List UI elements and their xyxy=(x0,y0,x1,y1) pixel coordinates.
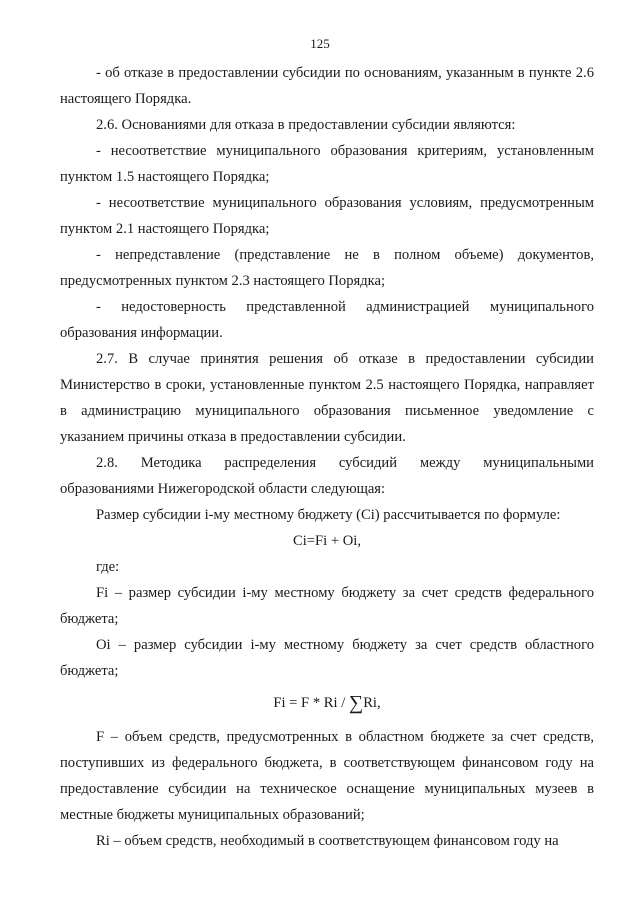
formula-fi-left: Fi = F * Ri / xyxy=(273,695,349,711)
paragraph-ri-definition: Ri – объем средств, необходимый в соответствующем финансовом году на xyxy=(96,833,559,849)
paragraph-2-6-heading: 2.6. Основаниями для отказа в предоставлении субсидии являются: xyxy=(96,117,516,133)
document-body xyxy=(60,60,594,854)
paragraph-f-definition: F – объем средств, предусмотренных в областном бюджете за счет средств, поступивших из федерального бюджета, в соответствующем финансовом году на предоставление субсидии на техническое оснащение муниципальных музеев в местные бюджеты муниципальных образований; xyxy=(60,729,594,823)
paragraph-fi-definition: Fi – размер субсидии i-му местному бюджету за счет средств федерального бюджета; xyxy=(60,585,594,627)
formula-fi xyxy=(60,690,594,716)
page-number: 125 xyxy=(310,36,330,51)
paragraph-unreliable-info: - недостоверность представленной администрацией муниципального образования информации. xyxy=(60,299,594,341)
sum-sign: ∑ xyxy=(348,692,364,714)
paragraph-refusal-notice: - об отказе в предоставлении субсидии по основаниям, указанным в пункте 2.6 настоящего Порядка. xyxy=(60,65,594,107)
paragraph-documents-missing: - непредставление (представление не в полном объеме) документов, предусмотренных пунктом 2.3 настоящего Порядка; xyxy=(60,247,594,289)
paragraph-where: где: xyxy=(96,559,120,575)
paragraph-criteria-mismatch: - несоответствие муниципального образования критериям, установленным пунктом 1.5 настоящего Порядка; xyxy=(60,143,594,185)
paragraph-conditions-mismatch: - несоответствие муниципального образования условиям, предусмотренным пунктом 2.1 настоящего Порядка; xyxy=(60,195,594,237)
paragraph-2-7: 2.7. В случае принятия решения об отказе в предоставлении субсидии Министерство в сроки, установленные пунктом 2.5 настоящего Порядка, направляет в администрацию муниципального образования письменное уведомление с указанием причины отказа в предоставлении субсидии. xyxy=(60,351,594,445)
formula-fi-right: Ri, xyxy=(363,695,381,711)
paragraph-subsidy-size: Размер субсидии i-му местному бюджету (Ci) рассчитывается по формуле: xyxy=(96,507,561,523)
paragraph-2-8: 2.8. Методика распределения субсидий между муниципальными образованиями Нижегородской области следующая: xyxy=(60,455,594,497)
formula-ci: Ci=Fi + Oi, xyxy=(293,533,361,549)
paragraph-oi-definition: Oi – размер субсидии i-му местному бюджету за счет средств областного бюджета; xyxy=(60,637,594,679)
